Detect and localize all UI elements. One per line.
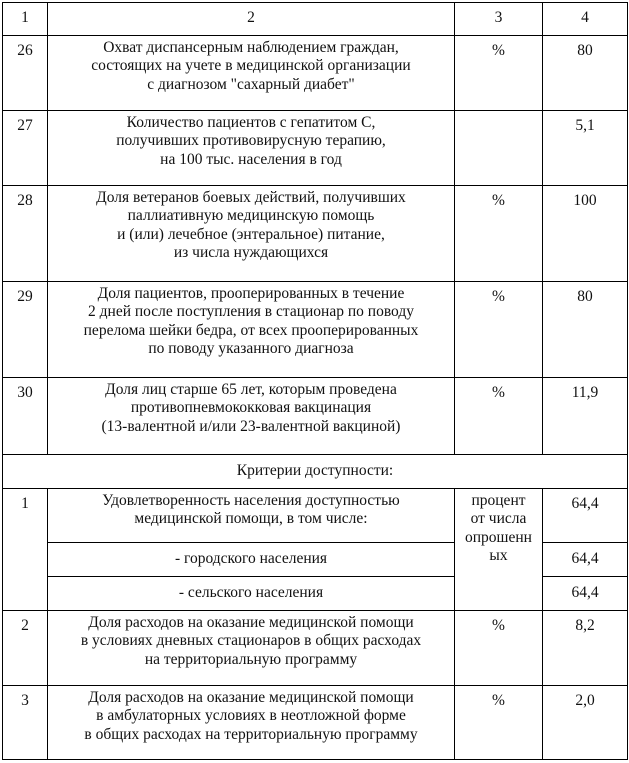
value-cell: 64,4 <box>543 543 628 577</box>
value-cell: 2,0 <box>543 686 628 760</box>
unit-line: от числа <box>470 510 527 528</box>
header-col-3: 3 <box>455 3 543 36</box>
indicator-name <box>48 186 455 282</box>
value-cell: 80 <box>543 36 628 111</box>
value-cell: 80 <box>543 282 628 378</box>
indicator-line: Доля пациентов, прооперированных в течение <box>97 285 405 302</box>
table-row <box>3 611 628 686</box>
value-cell: 64,4 <box>543 577 628 611</box>
row-number: 2 <box>3 611 48 686</box>
section-title-row <box>3 455 628 489</box>
indicator-line: в общих расходах на территориальную программу <box>84 725 418 743</box>
table-row <box>3 186 628 282</box>
value-cell: 5,1 <box>543 111 628 186</box>
header-col-2: 2 <box>48 3 455 36</box>
value-cell: 64,4 <box>543 489 628 543</box>
indicator-line: по поводу указанного диагноза <box>148 340 354 358</box>
unit-cell <box>455 489 543 611</box>
unit-cell: % <box>455 378 543 455</box>
sub-label: - сельского населения <box>48 577 455 611</box>
indicator-line: Доля расходов на оказание медицинской помощи <box>88 689 414 706</box>
indicator-name <box>48 611 455 686</box>
indicator-name <box>48 36 455 111</box>
row-number: 29 <box>3 282 48 378</box>
indicator-line: противопневмококковая вакцинация <box>130 399 372 417</box>
indicator-line: Доля ветеранов боевых действий, получивших <box>96 189 406 206</box>
unit-cell: % <box>455 686 543 760</box>
table-row <box>3 378 628 455</box>
indicator-name <box>48 282 455 378</box>
indicator-line: на территориальную программу <box>144 650 358 668</box>
table-row <box>3 36 628 111</box>
unit-line: ых <box>489 547 508 565</box>
indicator-line: 2 дней после поступления в стационар по поводу <box>88 303 414 321</box>
header-col-4: 4 <box>543 3 628 36</box>
indicator-line: медицинской помощи, в том числе: <box>134 510 368 528</box>
indicator-line: на 100 тыс. населения в год <box>160 150 342 168</box>
unit-line: процент <box>471 492 526 509</box>
indicator-line: Доля расходов на оказание медицинской помощи <box>88 614 414 631</box>
indicator-line: получивших противовирусную терапию, <box>116 132 386 150</box>
row-number: 30 <box>3 378 48 455</box>
indicator-line: в условиях дневных стационаров в общих расходах <box>80 632 422 650</box>
section-title: Критерии доступности: <box>3 455 628 489</box>
unit-cell: % <box>455 186 543 282</box>
unit-cell: % <box>455 36 543 111</box>
indicator-line: Охват диспансерным наблюдением граждан, <box>103 39 399 56</box>
value-cell: 100 <box>543 186 628 282</box>
indicator-line: и (или) лечебное (энтеральное) питание, <box>117 225 385 243</box>
unit-cell: % <box>455 282 543 378</box>
indicators-table <box>2 2 628 760</box>
indicator-name <box>48 489 455 543</box>
indicator-line: в амбулаторных условиях в неотложной форме <box>96 707 406 725</box>
indicator-line: паллиативную медицинскую помощь <box>127 207 375 225</box>
header-row <box>3 3 628 36</box>
unit-line: опрошенн <box>465 528 532 546</box>
indicator-line: Удовлетворенность населения доступностью <box>102 492 400 509</box>
sub-label: - городского населения <box>48 543 455 577</box>
table-row <box>3 111 628 186</box>
row-number: 27 <box>3 111 48 186</box>
header-col-1: 1 <box>3 3 48 36</box>
indicator-line: из числа нуждающихся <box>173 244 329 262</box>
indicator-line: состоящих на учете в медицинской организации <box>91 57 411 75</box>
indicator-name <box>48 111 455 186</box>
unit-cell <box>455 111 543 186</box>
value-cell: 11,9 <box>543 378 628 455</box>
table-row <box>3 686 628 760</box>
row-number: 1 <box>3 489 48 611</box>
indicator-line: Доля лиц старше 65 лет, которым проведена <box>105 381 397 398</box>
indicator-line: Количество пациентов с гепатитом С, <box>126 114 376 131</box>
indicator-line: с диагнозом "сахарный диабет" <box>147 75 355 93</box>
indicator-name <box>48 686 455 760</box>
table-row <box>3 282 628 378</box>
value-cell: 8,2 <box>543 611 628 686</box>
indicator-line: перелома шейки бедра, от всех прооперированных <box>83 321 419 339</box>
indicator-name <box>48 378 455 455</box>
unit-cell: % <box>455 611 543 686</box>
row-number: 26 <box>3 36 48 111</box>
row-number: 28 <box>3 186 48 282</box>
row-number: 3 <box>3 686 48 760</box>
indicator-line: (13-валентной и/или 23-валентной вакциной) <box>101 417 401 435</box>
table-row <box>3 489 628 543</box>
